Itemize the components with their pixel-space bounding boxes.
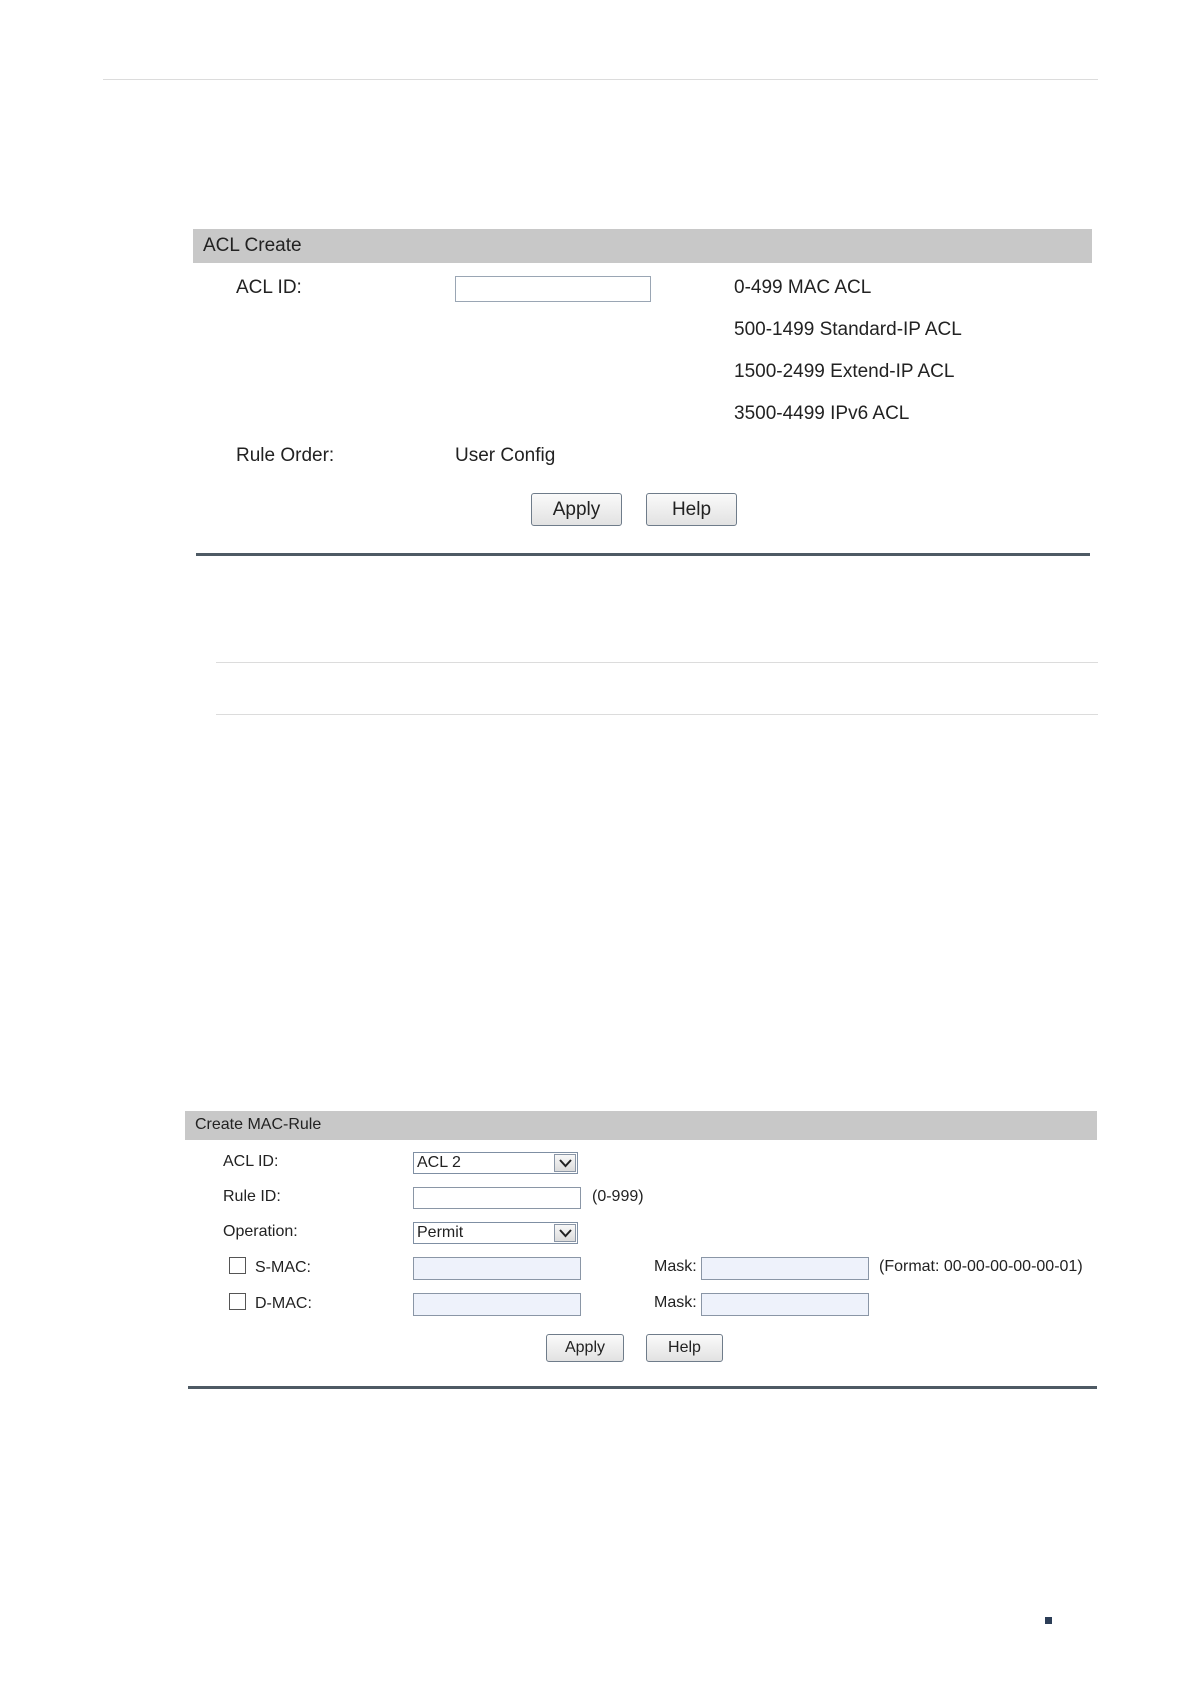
operation-label: Operation:	[223, 1223, 298, 1240]
range-ipv6-acl: 3500-4499 IPv6 ACL	[734, 403, 910, 424]
acl-id-select[interactable]	[413, 1152, 578, 1174]
chevron-down-icon[interactable]	[554, 1154, 576, 1172]
rule-id-hint: (0-999)	[592, 1188, 644, 1205]
operation-select[interactable]	[413, 1222, 578, 1244]
page-top-rule	[103, 79, 1098, 80]
dmac-input[interactable]	[413, 1293, 581, 1316]
range-standard-ip-acl: 500-1499 Standard-IP ACL	[734, 319, 962, 340]
acl-id-input[interactable]	[455, 276, 651, 302]
mac-format-hint: (Format: 00-00-00-00-00-01)	[879, 1258, 1083, 1275]
operation-selected: Permit	[417, 1224, 464, 1241]
acl-create-title: ACL Create	[203, 235, 302, 256]
mac-rule-help-button[interactable]: Help	[646, 1334, 723, 1362]
range-extend-ip-acl: 1500-2499 Extend-IP ACL	[734, 361, 955, 382]
smac-label: S-MAC:	[255, 1259, 311, 1276]
acl-id-label: ACL ID:	[236, 277, 302, 298]
dmac-mask-label: Mask:	[654, 1294, 697, 1311]
acl-create-bottom-rule	[196, 553, 1090, 556]
dmac-label: D-MAC:	[255, 1295, 312, 1312]
acl-create-help-button[interactable]: Help	[646, 493, 737, 526]
mac-rule-apply-button[interactable]: Apply	[546, 1334, 624, 1362]
rule-id-label: Rule ID:	[223, 1188, 281, 1205]
mac-rule-bottom-rule	[188, 1386, 1097, 1389]
smac-mask-input[interactable]	[701, 1257, 869, 1280]
divider-line	[216, 662, 1098, 663]
divider-line	[216, 714, 1098, 715]
acl-id-selected: ACL 2	[417, 1154, 461, 1171]
rule-order-value: User Config	[455, 445, 556, 466]
dmac-checkbox[interactable]	[229, 1293, 246, 1310]
mac-rule-title: Create MAC-Rule	[195, 1116, 322, 1133]
page-marker	[1045, 1617, 1052, 1624]
acl-create-header	[193, 229, 1092, 263]
dmac-mask-input[interactable]	[701, 1293, 869, 1316]
smac-checkbox[interactable]	[229, 1257, 246, 1274]
mac-acl-id-label: ACL ID:	[223, 1153, 279, 1170]
acl-create-apply-button[interactable]: Apply	[531, 493, 622, 526]
smac-mask-label: Mask:	[654, 1258, 697, 1275]
rule-id-input[interactable]	[413, 1187, 581, 1209]
smac-input[interactable]	[413, 1257, 581, 1280]
range-mac-acl: 0-499 MAC ACL	[734, 277, 872, 298]
rule-order-label: Rule Order:	[236, 445, 335, 466]
mac-rule-header	[185, 1111, 1097, 1140]
chevron-down-icon[interactable]	[554, 1224, 576, 1242]
